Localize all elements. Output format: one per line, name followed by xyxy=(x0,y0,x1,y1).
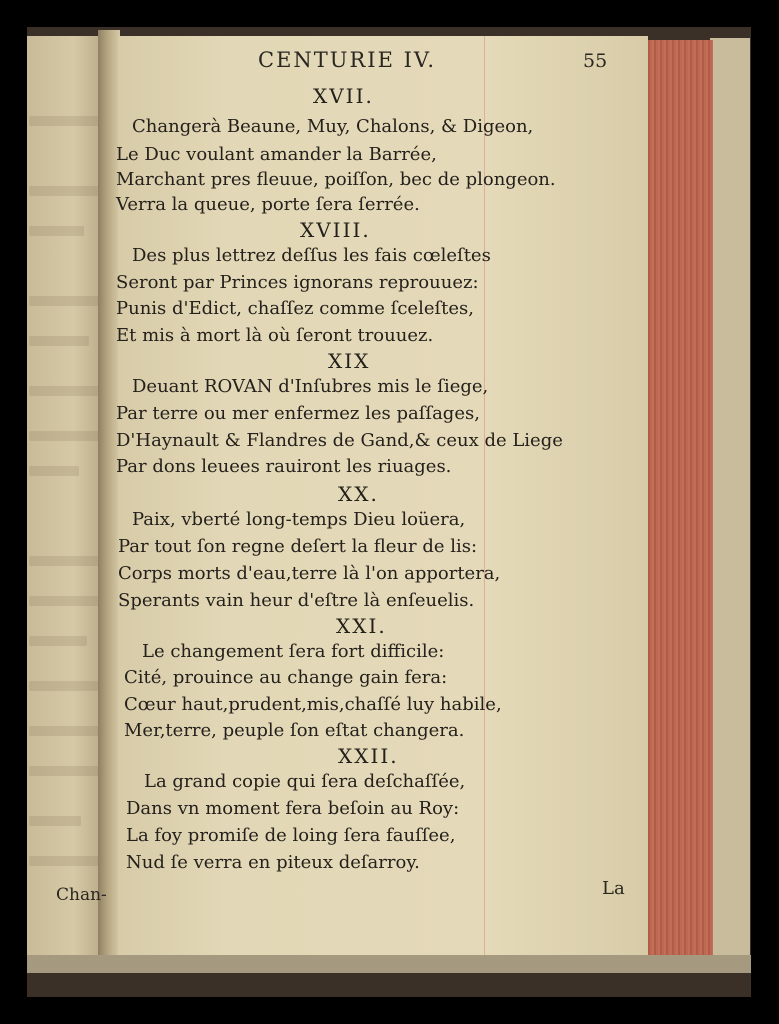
verse-line: Par dons leuees rauiront les riuages. xyxy=(116,456,452,477)
page-block-edge xyxy=(710,38,750,968)
verse-line: La grand copie qui ſera deſchaſſée, xyxy=(144,771,466,792)
quatrain-numeral: XXII. xyxy=(338,744,399,768)
verse-line: Dans vn moment fera beſoin au Roy: xyxy=(126,798,460,819)
quatrain-numeral: XIX xyxy=(328,349,371,373)
verse-line: Le changement ſera fort difficile: xyxy=(142,641,445,662)
verse-line: Punis d'Edict, chaſſez comme ſceleſtes, xyxy=(116,298,474,319)
quatrain-numeral: XVII. xyxy=(313,84,374,108)
left-page xyxy=(27,36,105,956)
quatrain-numeral: XVIII. xyxy=(300,218,371,242)
verse-line: Par terre ou mer enfermez les paſſages, xyxy=(116,403,480,424)
running-head: CENTURIE IV. xyxy=(258,48,437,72)
verse-line: Nud ſe verra en piteux deſarroy. xyxy=(126,852,420,873)
page-number: 55 xyxy=(583,50,608,72)
verse-line: Sperants vain heur d'eſtre là enſeuelis. xyxy=(118,590,475,611)
catchword: La xyxy=(602,878,625,899)
verse-line: Seront par Princes ignorans reprouuez: xyxy=(116,272,479,293)
verse-line: Changerà Beaune, Muy, Chalons, & Digeon, xyxy=(132,116,534,137)
verse-line: Verra la queue, porte ſera ſerrée. xyxy=(116,194,420,215)
verse-line: Par tout ſon regne deſert la fleur de lis: xyxy=(118,536,478,557)
left-page-bleed-through xyxy=(27,36,105,956)
verse-line: Paix, vberté long-temps Dieu loüera, xyxy=(132,509,466,530)
red-page-edges xyxy=(645,40,713,955)
quatrain-numeral: XXI. xyxy=(336,614,387,638)
verse-line: Cœur haut,prudent,mis,chaſſé luy habile, xyxy=(124,694,502,715)
verse-line: La foy promiſe de loing ſera fauſſee, xyxy=(126,825,456,846)
verse-line: Mer,terre, peuple ſon eſtat changera. xyxy=(124,720,465,741)
verse-line: D'Haynault & Flandres de Gand,& ceux de Liege xyxy=(116,430,563,451)
verse-line: Marchant pres fleuue, poiſſon, bec de plongeon. xyxy=(116,169,556,190)
verse-line: Et mis à mort là où ſeront trouuez. xyxy=(116,325,434,346)
verse-line: Cité, prouince au change gain fera: xyxy=(124,667,448,688)
verse-line: Corps morts d'eau,terre là l'on apportera, xyxy=(118,563,501,584)
left-page-catchword: Chan- xyxy=(56,885,107,905)
verse-line: Deuant ROVAN d'Inſubres mis le ſiege, xyxy=(132,376,489,397)
verse-line: Le Duc voulant amander la Barrée, xyxy=(116,144,437,165)
book-bottom-edge xyxy=(27,955,751,973)
quatrain-numeral: XX. xyxy=(338,482,379,506)
verse-line: Des plus lettrez deſſus les fais cœleſtes xyxy=(132,245,491,266)
